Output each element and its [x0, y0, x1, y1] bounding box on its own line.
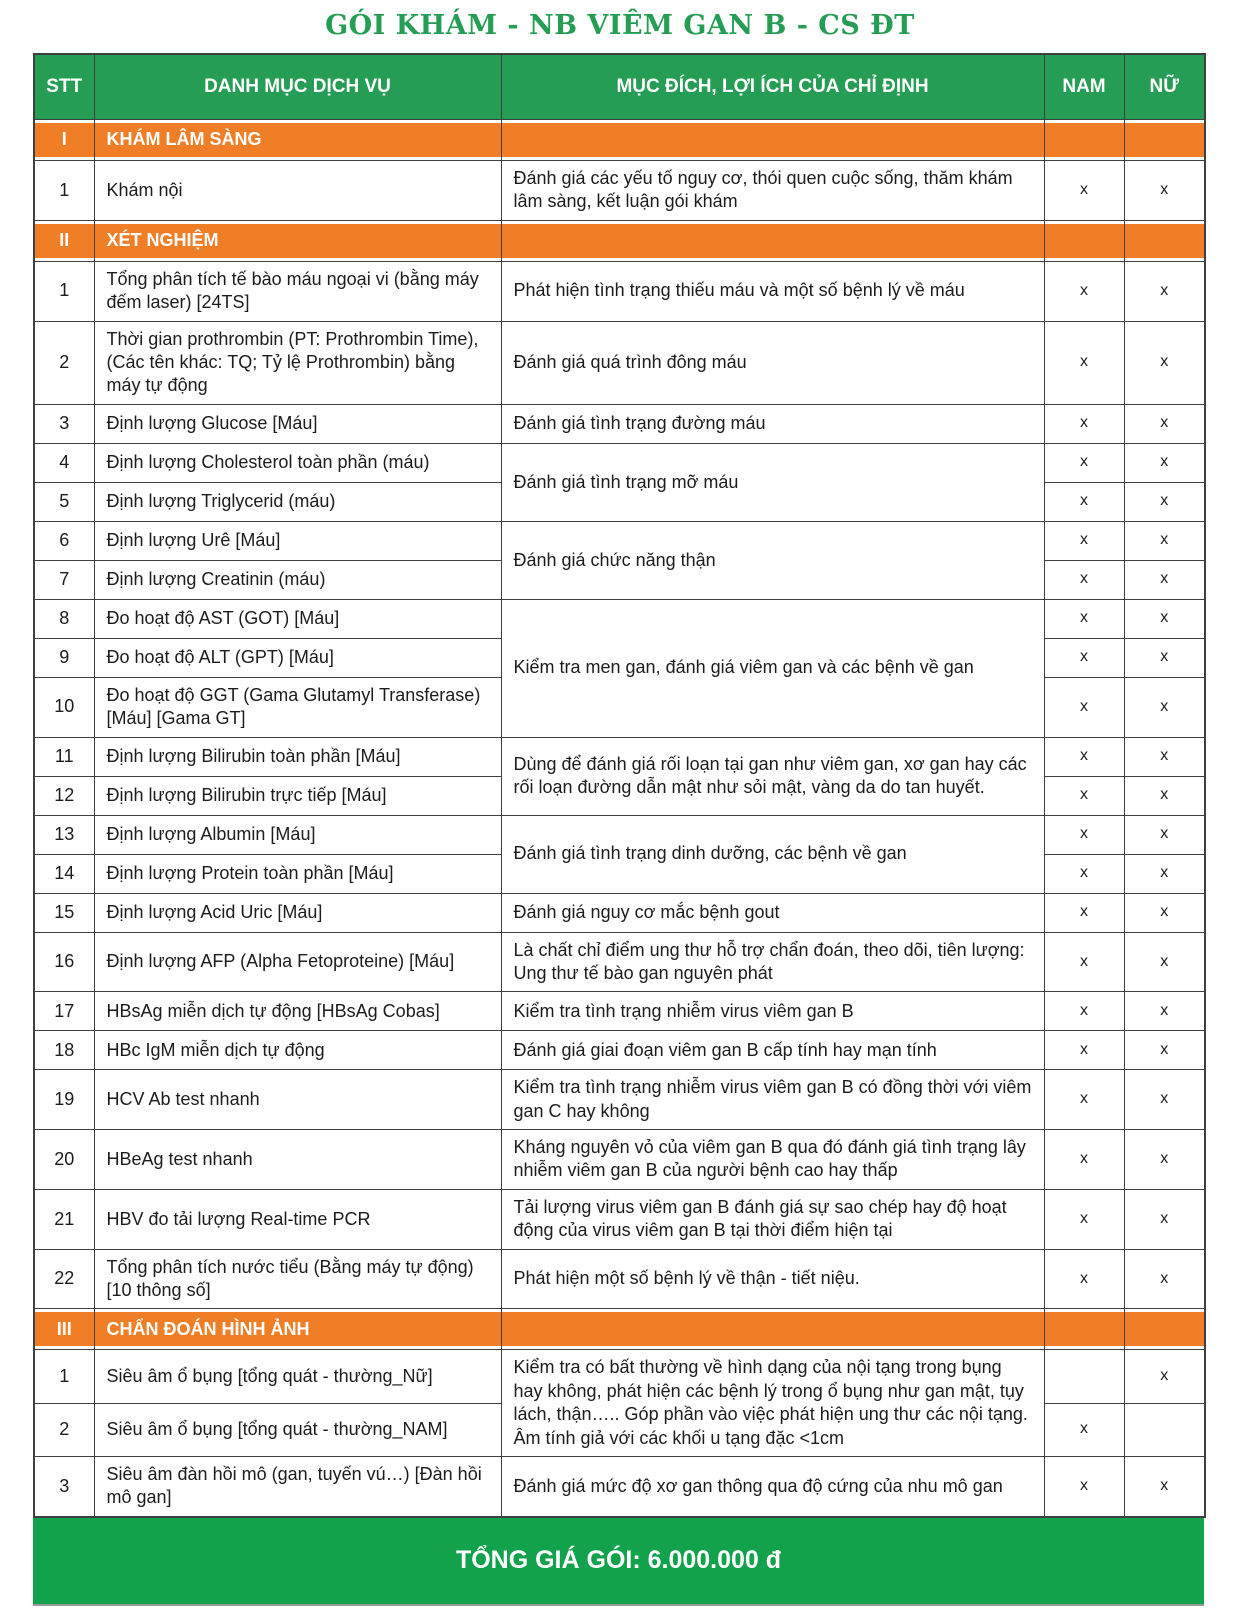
row-number: 6 [34, 521, 94, 560]
section-purpose-spacer [501, 220, 1044, 261]
purpose-text: Dùng để đánh giá rối loạn tại gan như viêm gan, xơ gan hay các rối loạn đường dẫn mật như sỏi mật, vàng da do tan huyết. [501, 737, 1044, 815]
service-row [34, 992, 1205, 1031]
section-male-spacer [1044, 1309, 1124, 1350]
total-price-label: TỔNG GIÁ GÓI: 6.000.000 đ [455, 1546, 782, 1575]
female-check: x [1124, 815, 1205, 854]
service-name: HBeAg test nhanh [94, 1130, 501, 1190]
male-check: x [1044, 776, 1124, 815]
male-check: x [1044, 321, 1124, 404]
female-check: x [1124, 854, 1205, 893]
section-title: CHẨN ĐOÁN HÌNH ẢNH [94, 1309, 501, 1350]
service-name: Thời gian prothrombin (PT: Prothrombin Time), (Các tên khác: TQ; Tỷ lệ Prothrombin) bằng máy tự động [94, 321, 501, 404]
female-check: x [1124, 404, 1205, 443]
service-name: Đo hoạt độ GGT (Gama Glutamyl Transferase) [Máu] [Gama GT] [94, 677, 501, 737]
male-check: x [1044, 1130, 1124, 1190]
purpose-text: Đánh giá giai đoạn viêm gan B cấp tính hay mạn tính [501, 1031, 1044, 1070]
male-check: x [1044, 482, 1124, 521]
purpose-text: Đánh giá chức năng thận [501, 521, 1044, 599]
service-row [34, 443, 1205, 482]
section-row [34, 220, 1205, 261]
section-numeral: III [34, 1309, 94, 1350]
male-check: x [1044, 1403, 1124, 1456]
purpose-text: Đánh giá tình trạng đường máu [501, 404, 1044, 443]
female-check: x [1124, 1189, 1205, 1249]
row-number: 3 [34, 1456, 94, 1516]
service-name: Tổng phân tích tế bào máu ngoại vi (bằng máy đếm laser) [24TS] [94, 261, 501, 321]
row-number: 13 [34, 815, 94, 854]
male-check: x [1044, 1189, 1124, 1249]
male-check: x [1044, 638, 1124, 677]
service-name: Định lượng Albumin [Máu] [94, 815, 501, 854]
row-number: 9 [34, 638, 94, 677]
row-number: 10 [34, 677, 94, 737]
service-name: Siêu âm ổ bụng [tổng quát - thường_NAM] [94, 1403, 501, 1456]
purpose-text: Kháng nguyên vỏ của viêm gan B qua đó đánh giá tình trạng lây nhiễm viêm gan B của người bệnh cao hay thấp [501, 1130, 1044, 1190]
service-name: Định lượng Triglycerid (máu) [94, 482, 501, 521]
male-check: x [1044, 854, 1124, 893]
female-check: x [1124, 1350, 1205, 1403]
row-number: 11 [34, 737, 94, 776]
section-title: KHÁM LÂM SÀNG [94, 120, 501, 161]
male-check [1044, 1350, 1124, 1403]
service-row [34, 1070, 1205, 1130]
service-name: Đo hoạt độ ALT (GPT) [Máu] [94, 638, 501, 677]
section-row [34, 1309, 1205, 1350]
row-number: 14 [34, 854, 94, 893]
female-check: x [1124, 893, 1205, 932]
male-check: x [1044, 599, 1124, 638]
service-name: Định lượng Cholesterol toàn phần (máu) [94, 443, 501, 482]
page-title: GÓI KHÁM - NB VIÊM GAN B - CS ĐT [325, 10, 915, 41]
section-female-spacer [1124, 220, 1205, 261]
service-row [34, 261, 1205, 321]
female-check: x [1124, 261, 1205, 321]
row-number: 2 [34, 1403, 94, 1456]
female-check: x [1124, 1070, 1205, 1130]
table-header [34, 54, 1205, 120]
row-number: 3 [34, 404, 94, 443]
male-check: x [1044, 893, 1124, 932]
male-check: x [1044, 261, 1124, 321]
male-check: x [1044, 992, 1124, 1031]
row-number: 18 [34, 1031, 94, 1070]
service-row [34, 404, 1205, 443]
female-check: x [1124, 560, 1205, 599]
purpose-text: Đánh giá mức độ xơ gan thông qua độ cứng của nhu mô gan [501, 1456, 1044, 1516]
male-check: x [1044, 521, 1124, 560]
section-purpose-spacer [501, 120, 1044, 161]
male-check: x [1044, 1031, 1124, 1070]
service-name: Định lượng Creatinin (máu) [94, 560, 501, 599]
female-check: x [1124, 776, 1205, 815]
section-female-spacer [1124, 1309, 1205, 1350]
section-female-spacer [1124, 120, 1205, 161]
female-check: x [1124, 321, 1205, 404]
purpose-text: Đánh giá quá trình đông máu [501, 321, 1044, 404]
purpose-text: Đánh giá tình trạng dinh dưỡng, các bệnh về gan [501, 815, 1044, 893]
row-number: 2 [34, 321, 94, 404]
row-number: 1 [34, 261, 94, 321]
service-name: HBc IgM miễn dịch tự động [94, 1031, 501, 1070]
service-name: HBV đo tải lượng Real-time PCR [94, 1189, 501, 1249]
service-row [34, 521, 1205, 560]
female-check: x [1124, 638, 1205, 677]
package-table [33, 53, 1206, 1518]
row-number: 20 [34, 1130, 94, 1190]
section-numeral: II [34, 220, 94, 261]
female-check: x [1124, 1249, 1205, 1309]
section-male-spacer [1044, 120, 1124, 161]
row-number: 7 [34, 560, 94, 599]
purpose-text: Kiểm tra tình trạng nhiễm virus viêm gan B [501, 992, 1044, 1031]
service-name: HCV Ab test nhanh [94, 1070, 501, 1130]
female-check: x [1124, 992, 1205, 1031]
service-row [34, 599, 1205, 638]
service-row [34, 1189, 1205, 1249]
service-name: Định lượng Bilirubin trực tiếp [Máu] [94, 776, 501, 815]
purpose-text: Đánh giá nguy cơ mắc bệnh gout [501, 893, 1044, 932]
male-check: x [1044, 1249, 1124, 1309]
service-row [34, 815, 1205, 854]
service-row [34, 1456, 1205, 1516]
header-service: DANH MỤC DỊCH VỤ [94, 54, 501, 120]
row-number: 19 [34, 1070, 94, 1130]
service-row [34, 161, 1205, 221]
male-check: x [1044, 1070, 1124, 1130]
female-check: x [1124, 737, 1205, 776]
female-check: x [1124, 599, 1205, 638]
service-name: Siêu âm ổ bụng [tổng quát - thường_Nữ] [94, 1350, 501, 1403]
row-number: 16 [34, 932, 94, 992]
row-number: 4 [34, 443, 94, 482]
purpose-text: Đánh giá tình trạng mỡ máu [501, 443, 1044, 521]
service-name: Định lượng Urê [Máu] [94, 521, 501, 560]
row-number: 22 [34, 1249, 94, 1309]
service-row [34, 737, 1205, 776]
purpose-text: Phát hiện tình trạng thiếu máu và một số bệnh lý về máu [501, 261, 1044, 321]
row-number: 17 [34, 992, 94, 1031]
service-row [34, 1031, 1205, 1070]
header-female: NỮ [1124, 54, 1205, 120]
row-number: 5 [34, 482, 94, 521]
service-row [34, 893, 1205, 932]
male-check: x [1044, 1456, 1124, 1516]
section-title: XÉT NGHIỆM [94, 220, 501, 261]
section-numeral: I [34, 120, 94, 161]
header-row [34, 54, 1205, 120]
purpose-text: Kiểm tra men gan, đánh giá viêm gan và các bệnh về gan [501, 599, 1044, 737]
female-check: x [1124, 1456, 1205, 1516]
service-row [34, 321, 1205, 404]
male-check: x [1044, 815, 1124, 854]
section-row [34, 120, 1205, 161]
header-purpose: MỤC ĐÍCH, LỢI ÍCH CỦA CHỈ ĐỊNH [501, 54, 1044, 120]
female-check: x [1124, 482, 1205, 521]
service-name: Định lượng Protein toàn phần [Máu] [94, 854, 501, 893]
row-number: 12 [34, 776, 94, 815]
female-check: x [1124, 443, 1205, 482]
row-number: 8 [34, 599, 94, 638]
table-body [34, 120, 1205, 1517]
service-name: Đo hoạt độ AST (GOT) [Máu] [94, 599, 501, 638]
row-number: 15 [34, 893, 94, 932]
purpose-text: Kiểm tra tình trạng nhiễm virus viêm gan B có đồng thời với viêm gan C hay không [501, 1070, 1044, 1130]
service-name: HBsAg miễn dịch tự động [HBsAg Cobas] [94, 992, 501, 1031]
female-check: x [1124, 521, 1205, 560]
male-check: x [1044, 932, 1124, 992]
total-price-bar [33, 1518, 1204, 1606]
female-check: x [1124, 677, 1205, 737]
purpose-text: Là chất chỉ điểm ung thư hỗ trợ chẩn đoán, theo dõi, tiên lượng: Ung thư tế bào gan nguyên phát [501, 932, 1044, 992]
service-name: Định lượng Glucose [Máu] [94, 404, 501, 443]
purpose-text: Phát hiện một số bệnh lý về thận - tiết niệu. [501, 1249, 1044, 1309]
male-check: x [1044, 161, 1124, 221]
service-name: Định lượng Bilirubin toàn phần [Máu] [94, 737, 501, 776]
service-name: Định lượng Acid Uric [Máu] [94, 893, 501, 932]
section-male-spacer [1044, 220, 1124, 261]
service-row [34, 1130, 1205, 1190]
female-check: x [1124, 1130, 1205, 1190]
header-stt: STT [34, 54, 94, 120]
row-number: 21 [34, 1189, 94, 1249]
header-male: NAM [1044, 54, 1124, 120]
purpose-text: Kiểm tra có bất thường về hình dạng của nội tạng trong bụng hay không, phát hiện các bệnh lý trong ổ bụng như gan mật, tụy lách, thận….. Góp phần vào việc phát hiện ung thư các nội tạng. Âm tính giả với các khối u tạng đặc <1cm [501, 1350, 1044, 1457]
male-check: x [1044, 443, 1124, 482]
female-check [1124, 1403, 1205, 1456]
male-check: x [1044, 404, 1124, 443]
service-row [34, 1249, 1205, 1309]
service-name: Siêu âm đàn hồi mô (gan, tuyến vú…) [Đàn hồi mô gan] [94, 1456, 501, 1516]
male-check: x [1044, 560, 1124, 599]
purpose-text: Đánh giá các yếu tố nguy cơ, thói quen cuộc sống, thăm khám lâm sàng, kết luận gói khám [501, 161, 1044, 221]
row-number: 1 [34, 1350, 94, 1403]
female-check: x [1124, 932, 1205, 992]
female-check: x [1124, 1031, 1205, 1070]
service-row [34, 1350, 1205, 1403]
section-purpose-spacer [501, 1309, 1044, 1350]
female-check: x [1124, 161, 1205, 221]
row-number: 1 [34, 161, 94, 221]
service-name: Tổng phân tích nước tiểu (Bằng máy tự động) [10 thông số] [94, 1249, 501, 1309]
service-name: Khám nội [94, 161, 501, 221]
service-row [34, 932, 1205, 992]
service-name: Định lượng AFP (Alpha Fetoproteine) [Máu] [94, 932, 501, 992]
male-check: x [1044, 677, 1124, 737]
purpose-text: Tải lượng virus viêm gan B đánh giá sự sao chép hay độ hoạt động của virus viêm gan B tại thời điểm hiện tại [501, 1189, 1044, 1249]
male-check: x [1044, 737, 1124, 776]
